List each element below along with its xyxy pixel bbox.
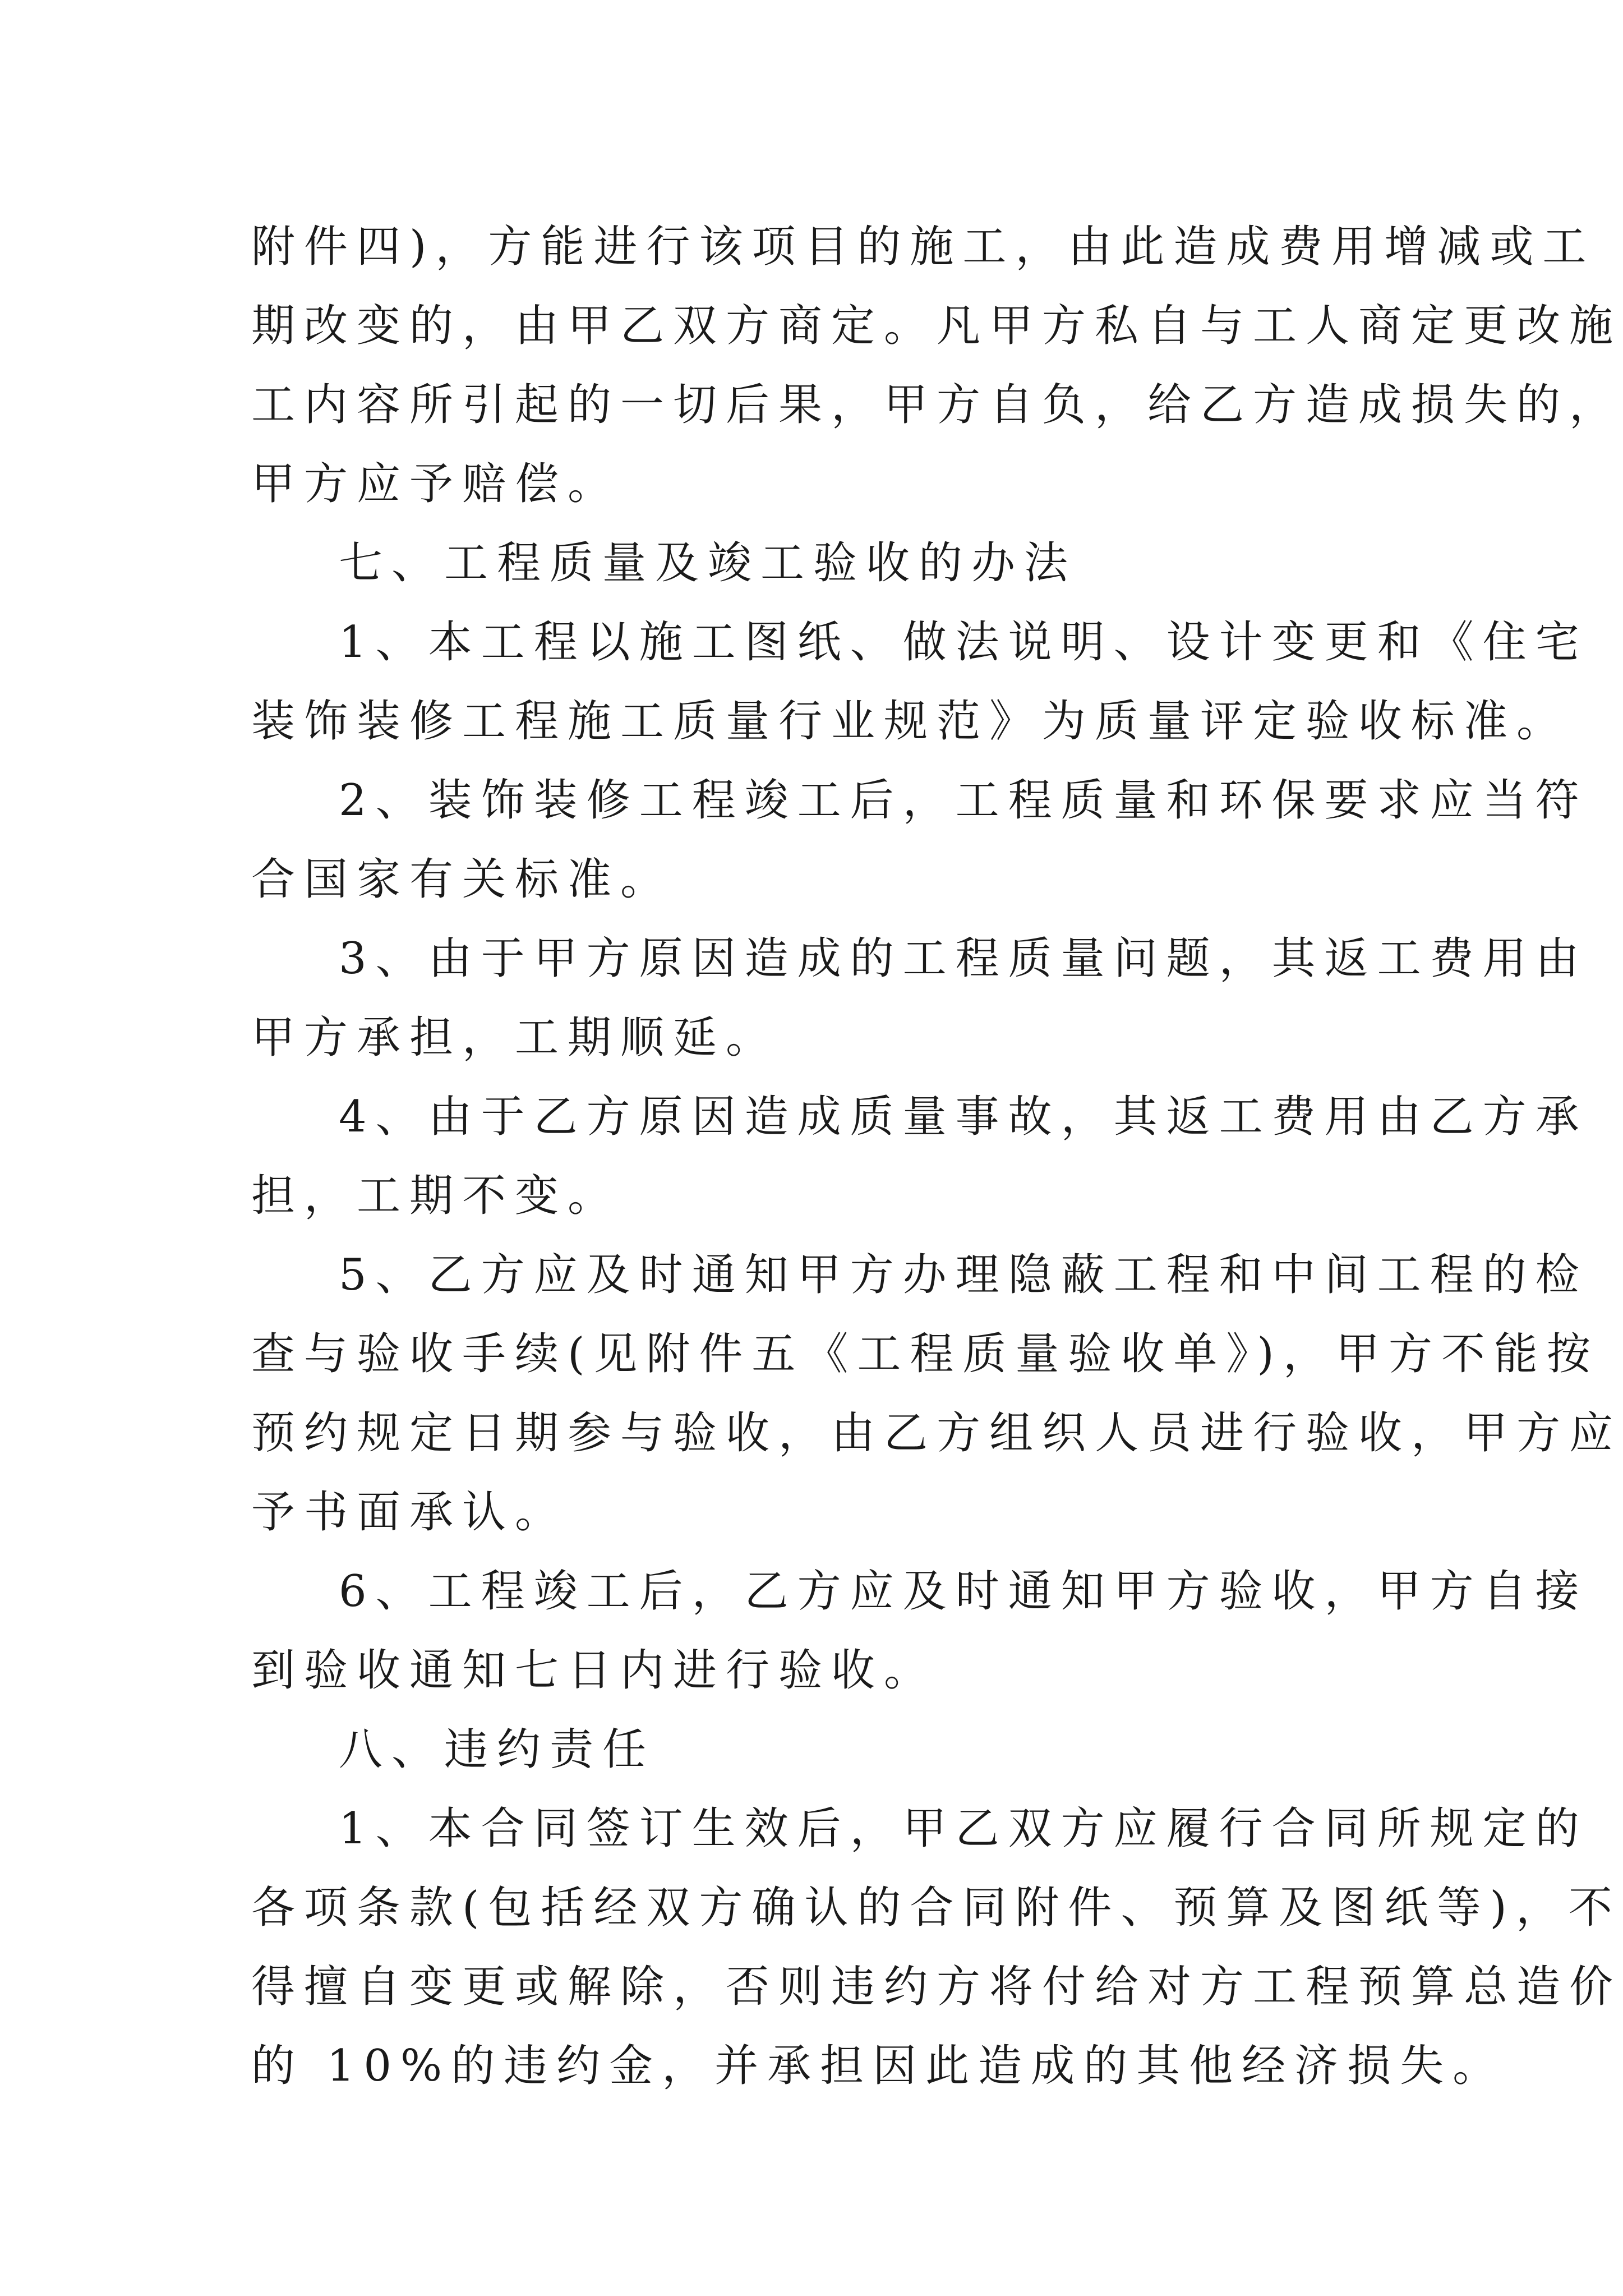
text-line: 5、乙方应及时通知甲方办理隐蔽工程和中间工程的检	[339, 1250, 1588, 1300]
text-line: 的 10%的违约金，并承担因此造成的其他经济损失。	[251, 2041, 1506, 2091]
heading-line: 八、违约责任	[339, 1724, 656, 1775]
text-line: 予书面承认。	[251, 1487, 568, 1538]
text-line: 担，工期不变。	[251, 1171, 621, 1221]
text-line: 1、本合同签订生效后，甲乙双方应履行合同所规定的	[339, 1803, 1588, 1854]
text-line: 合国家有关标准。	[251, 854, 674, 905]
text-line: 6、工程竣工后，乙方应及时通知甲方验收，甲方自接	[339, 1566, 1588, 1617]
paragraph-clause-6-continued	[251, 208, 1622, 524]
text-line: 4、由于乙方原因造成质量事故，其返工费用由乙方承	[339, 1092, 1588, 1142]
text-line: 3、由于甲方原因造成的工程质量问题，其返工费用由	[339, 933, 1588, 984]
text-line: 工内容所引起的一切后果，甲方自负，给乙方造成损失的，	[251, 380, 1622, 430]
heading-line: 七、工程质量及竣工验收的办法	[339, 538, 1077, 588]
text-line: 查与验收手续(见附件五《工程质量验收单》)，甲方不能按	[251, 1329, 1599, 1379]
section-heading-7	[251, 524, 1391, 603]
paragraph-8-1	[251, 1789, 1622, 2106]
paragraph-7-4	[251, 1078, 1588, 1236]
text-line: 甲方承担，工期顺延。	[251, 1013, 779, 1063]
paragraph-7-2	[251, 761, 1588, 919]
text-line: 预约规定日期参与验收，由乙方组织人员进行验收，甲方应	[251, 1408, 1622, 1458]
text-line: 附件四)，方能进行该项目的施工，由此造成费用增减或工	[251, 222, 1596, 272]
paragraph-7-6	[251, 1552, 1588, 1710]
text-line: 装饰装修工程施工质量行业规范》为质量评定验收标准。	[251, 696, 1570, 747]
text-line: 1、本工程以施工图纸、做法说明、设计变更和《住宅	[339, 617, 1588, 668]
text-line: 各项条款(包括经双方确认的合同附件、预算及图纸等)，不	[251, 1883, 1621, 1933]
text-line: 得擅自变更或解除，否则违约方将付给对方工程预算总造价	[251, 1962, 1622, 2012]
text-line: 甲方应予赔偿。	[251, 459, 621, 509]
text-line: 期改变的，由甲乙双方商定。凡甲方私自与工人商定更改施	[251, 301, 1622, 351]
paragraph-7-5	[251, 1236, 1622, 1552]
text-line: 2、装饰装修工程竣工后，工程质量和环保要求应当符	[339, 775, 1588, 826]
document-body	[251, 208, 1622, 2106]
paragraph-7-1	[251, 603, 1588, 761]
text-line: 到验收通知七日内进行验收。	[251, 1645, 937, 1696]
section-heading-8	[251, 1710, 1391, 1789]
paragraph-7-3	[251, 919, 1588, 1078]
